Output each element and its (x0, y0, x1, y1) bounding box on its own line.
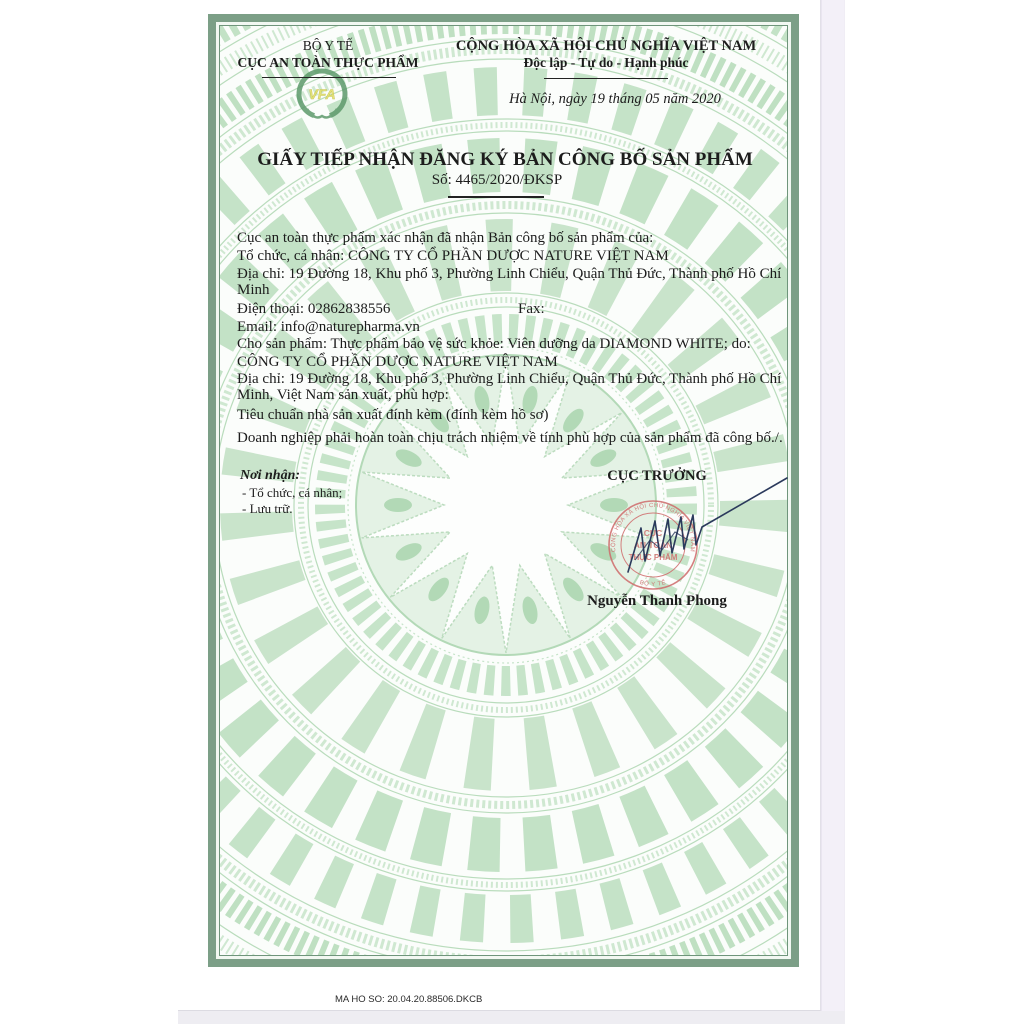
national-motto: Độc lập - Tự do - Hạnh phúc (523, 55, 689, 70)
stamp-bottom-text: BỘ Y TẾ (638, 579, 668, 589)
page-bottom-edge (178, 1011, 845, 1024)
product-line: Cho sản phẩm: Thực phẩm bảo vệ sức khỏe: Viên dưỡng da DIAMOND WHITE; do: (237, 336, 751, 352)
handwritten-signature-icon (600, 470, 800, 580)
email-line: Email: info@naturepharma.vn (237, 319, 420, 335)
document-title: GIẤY TIẾP NHẬN ĐĂNG KÝ BẢN CÔNG BỐ SẢN PHẨM (257, 149, 753, 170)
svg-text:BỘ Y TẾ (639, 579, 667, 588)
recipients-heading: Nơi nhận: (240, 468, 301, 483)
manufacturer-address-line-2: Minh, Việt Nam sản xuất, phù hợp: (237, 387, 449, 403)
manufacturer-line: CÔNG TY CỔ PHẦN DƯỢC NATURE VIỆT NAM (237, 354, 558, 370)
fax-line: Fax: (518, 301, 545, 317)
stamp-ring-text: CỘNG HÒA XÃ HỘI CHỦ NGHĨA VIỆT NAM (610, 502, 696, 553)
viewer-scroll-edge[interactable] (821, 0, 845, 1024)
document-number: Số: 4465/2020/ĐKSP (431, 172, 563, 188)
signer-name: Nguyễn Thanh Phong (587, 593, 727, 609)
intro-line: Cục an toàn thực phẩm xác nhận đã nhận Bản công bố sản phẩm của: (237, 230, 654, 246)
country-name: CỘNG HÒA XÃ HỘI CHỦ NGHĨA VIỆT NAM (455, 38, 757, 54)
responsibility-line: Doanh nghiệp phải hoàn toàn chịu trách nhiệm về tính phù hợp của sản phẩm đã công bố./. (237, 430, 783, 446)
agency-name: CỤC AN TOÀN THỰC PHẨM (237, 55, 419, 70)
manufacturer-address-line-1: Địa chỉ: 19 Đường 18, Khu phố 3, Phường Linh Chiểu, Quận Thủ Đức, Thành phố Hồ Chí (237, 371, 782, 387)
logo-text: VFA (308, 86, 336, 102)
agency-underline (262, 77, 396, 78)
phone-line: Điện thoại: 02862838556 (237, 301, 391, 317)
recipient-item: - Lưu trữ. (242, 501, 293, 516)
file-code: MA HO SO: 20.04.20.88506.DKCB (335, 994, 483, 1005)
stamp-center-line: AN TOÀN (633, 540, 673, 550)
ministry-name: BỘ Y TẾ (302, 38, 354, 53)
issue-date: Hà Nội, ngày 19 tháng 05 năm 2020 (509, 91, 721, 107)
recipient-item: - Tổ chức, cá nhân; (242, 485, 343, 500)
address-line-1: Địa chỉ: 19 Đường 18, Khu phố 3, Phường Linh Chiểu, Quận Thủ Đức, Thành phố Hồ Chí (237, 266, 782, 282)
organization-line: Tổ chức, cá nhân: CÔNG TY CỔ PHẦN DƯỢC NATURE VIỆT NAM (237, 248, 669, 264)
stamp-center-line: CỤC (643, 528, 663, 538)
stamp-center-line: THỰC PHẨM (628, 553, 678, 562)
vfa-logo-icon (294, 66, 350, 122)
motto-underline (544, 78, 668, 79)
standard-line: Tiêu chuẩn nhà sản xuất đính kèm (đính kèm hồ sơ) (237, 407, 549, 423)
number-underline (448, 196, 544, 198)
signer-title: CỤC TRƯỞNG (607, 468, 707, 484)
address-line-2: Minh (237, 282, 270, 298)
